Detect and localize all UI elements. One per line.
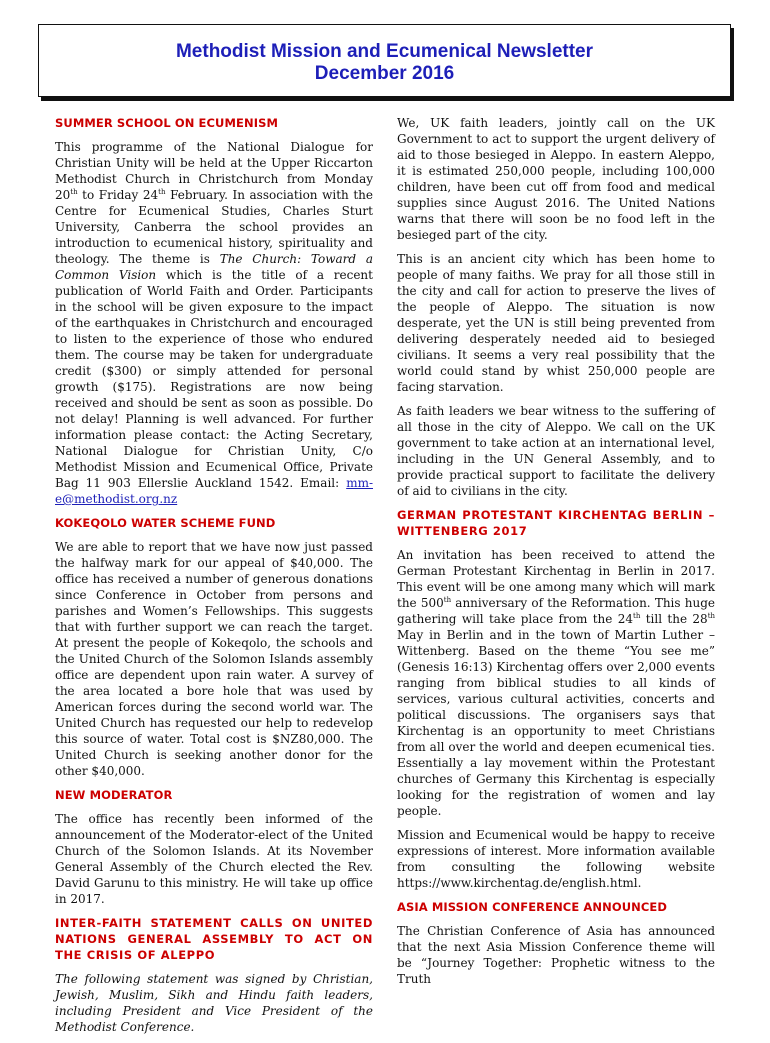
- section-heading-asia-mission: ASIA MISSION CONFERENCE ANNOUNCED: [397, 900, 668, 914]
- interfaith-paragraph-3: As faith leaders we bear witness to the suffering of all those in the city of Aleppo. We call on the UK government to take action at an international level, including in the UN General Assembly, and to provide practical support to facilitate the delivery of aid to civilians in the city.: [397, 404, 715, 498]
- kirchentag-paragraph-2: Mission and Ecumenical would be happy to receive expressions of interest. More information available from consulting the following website https://www.kirchentag.de/english.html.: [397, 828, 715, 890]
- summer-school-body: This programme of the National Dialogue for Christian Unity will be held at the Upper Riccarton Methodist Church in Christchurch from Monday 20th to Friday 24th February. In association with the Centre for Ecumenical Studies, Charles Sturt University, Canberra the school provides an introduction to ecumenical history, spirituality and theology. The theme is The Church: Toward a Common Vision which is the title of a recent publication of World Faith and Order. Participants in the school will be given exposure to the impact of the earthquakes in Christchurch and encouraged to listen to the experience of those who endured them. The course may be taken for undergraduate credit ($300) or simply attended for personal growth ($175). Registrations are now being received and should be sent as soon as possible. Do not delay! Planning is well advanced. For further information please contact: the Acting Secretary, National Dialogue for Christian Unity, C/o Methodist Mission and Ecumenical Office, Private Bag 11 903 Ellerslie Auckland 1542. Email: mm-e@methodist.org.nz: [55, 140, 373, 506]
- section-heading-summer-school: SUMMER SCHOOL ON ECUMENISM: [55, 116, 279, 130]
- newsletter-date: December 2016: [314, 63, 455, 84]
- moderator-body: The office has recently been informed of the announcement of the Moderator-elect of the United Church of the Solomon Islands. At its November General Assembly of the Church elected the Rev. David Garunu to this ministry. He will take up office in 2017.: [55, 812, 373, 906]
- asia-mission-body: The Christian Conference of Asia has announced that the next Asia Mission Conference theme will be “Journey Together: Prophetic witness to the Truth: [397, 924, 715, 986]
- interfaith-paragraph-2: This is an ancient city which has been home to people of many faiths. We pray for all those still in the city and call for action to preserve the lives of the people of Aleppo. The situation is now desperate, yet the UN is still being prevented from delivering desperately needed aid to besieged civilians. It seems a very real possibility that the world could stand by whist 250,000 people are facing starvation.: [397, 252, 715, 394]
- interfaith-intro: The following statement was signed by Christian, Jewish, Muslim, Sikh and Hindu faith leaders, including President and Vice President of the Methodist Conference.: [55, 972, 373, 1034]
- right-column: [397, 115, 715, 995]
- newsletter-title: Methodist Mission and Ecumenical Newsletter: [175, 41, 594, 62]
- kirchentag-paragraph-1: An invitation has been received to attend the German Protestant Kirchentag in Berlin in 2017. This event will be one among many which will mark the 500th anniversary of the Reformation. This huge gathering will take place from the 24th till the 28th May in Berlin and in the town of Martin Luther – Wittenberg. Based on the theme “You see me” (Genesis 16:13) Kirchentag offers over 2,000 events ranging from biblical studies to all kinds of services, various cultural activities, concerts and political discussions. The organisers says that Kirchentag is an opportunity to meet Christians from all over the world and deepen ecumenical ties. Essentially a lay movement within the Protestant churches of Germany this Kirchentag is especially looking for the registration of women and lay people.: [397, 548, 716, 818]
- kokeqolo-body: We are able to report that we have now just passed the halfway mark for our appeal of $40,000. The office has received a number of generous donations since Conference in October from persons and parishes and Women’s Fellowships. This suggests that with further support we can reach the target. At present the people of Kokeqolo, the schools and the United Church of the Solomon Islands assembly office are dependent upon rain water. A survey of the area located a bore hole that was used by American forces during the second world war. The United Church has requested our help to redevelop this source of water. Total cost is $NZ80,000. The United Church is seeking another donor for the other $40,000.: [55, 540, 373, 778]
- section-heading-kokeqolo: KOKEQOLO WATER SCHEME FUND: [55, 516, 276, 530]
- section-heading-interfaith: INTER-FAITH STATEMENT CALLS ON UNITED NATIONS GENERAL ASSEMBLY TO ACT ON THE CRISIS OF ALEPPO: [55, 916, 373, 962]
- masthead: [38, 24, 731, 97]
- interfaith-paragraph-1: We, UK faith leaders, jointly call on the UK Government to act to support the urgent delivery of aid to those besieged in Aleppo. In eastern Aleppo, it is estimated 250,000 people, including 100,000 children, have been cut off from food and medical supplies since August 2016. The United Nations warns that there will soon be no food left in the besieged part of the city.: [397, 116, 715, 242]
- left-column: [55, 115, 373, 1043]
- section-heading-kirchentag: GERMAN PROTESTANT KIRCHENTAG BERLIN – WITTENBERG 2017: [397, 508, 715, 538]
- section-heading-moderator: NEW MODERATOR: [55, 788, 173, 802]
- contact-email-link[interactable]: mm-e@methodist.org.nz: [55, 476, 373, 506]
- summer-school-theme: The Church: Toward a Common Vision: [55, 252, 373, 282]
